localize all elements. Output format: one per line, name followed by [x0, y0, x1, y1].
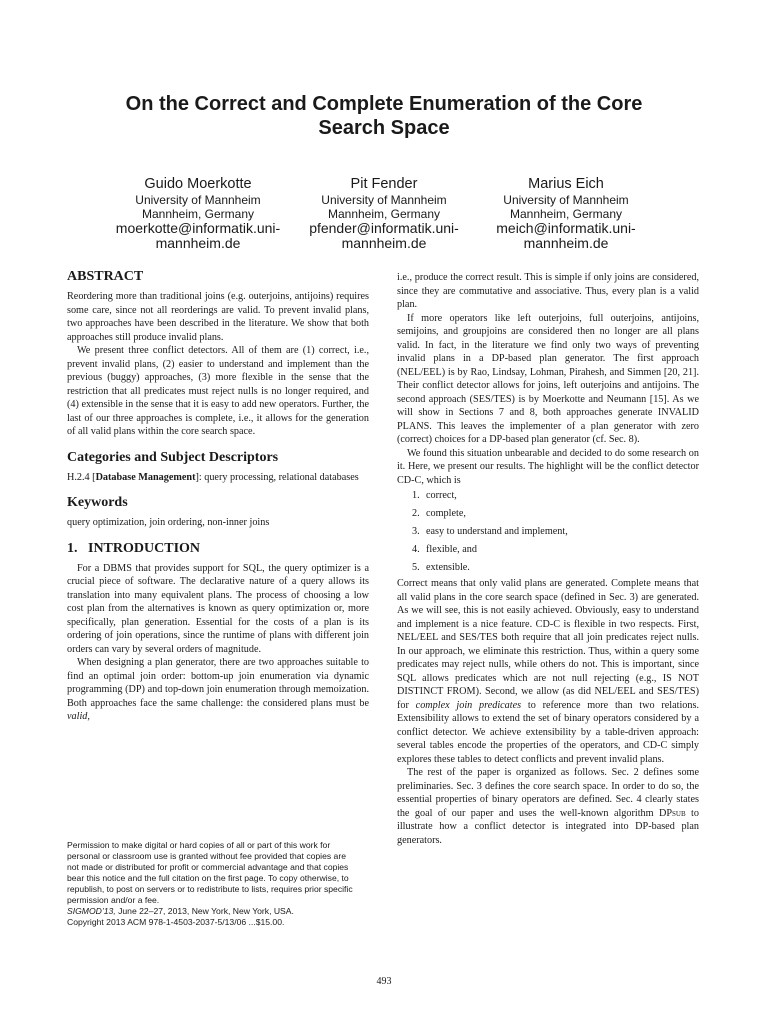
abstract-paragraph-1: Reordering more than traditional joins (e.g. outerjoins, antijoins) requires some care, since not all reorderings are valid. To prevent invalid plans, two approaches have been described in the literature. We show that both approaches still produce invalid plans.	[67, 291, 369, 343]
list-text: correct,	[426, 490, 457, 501]
list-item	[397, 523, 699, 541]
author-email-line-2: mannheim.de	[523, 235, 609, 251]
permission-notice	[67, 840, 357, 928]
right-paragraph-4-text-a: Correct means that only valid plans are generated. Complete means that all valid plans in the core search space (defined in Sec. 3) are generated. As we will see, this is not easily achieved. Obviously, easy to understand and implement is a nice feature. CD-C is flexible in two respects. First, NEL/EEL and SES/TES both require that all join predicates reject nulls. In our approach, we eliminate this restriction. Thus, within a query some predicates may reject nulls, while others do not. This is important, since SQL allows predicates which are not null rejecting (e.g., IS NOT DISTINCT FROM). Second, we allow (as did NEL/EEL and SES/TES) for	[397, 578, 699, 711]
author-email-line-2: mannheim.de	[155, 235, 241, 251]
keywords-heading: Keywords	[67, 495, 128, 510]
author-block-3	[468, 176, 664, 251]
right-paragraph-4-italic: complex join predicates	[415, 699, 522, 711]
author-affiliation: University of Mannheim	[135, 193, 261, 207]
list-item	[397, 541, 699, 559]
conference-line	[67, 906, 357, 917]
list-text: complete,	[426, 508, 466, 519]
left-column	[67, 268, 369, 838]
list-number: 5.	[412, 562, 420, 573]
author-location: Mannheim, Germany	[327, 207, 441, 221]
list-text: easy to understand and implement,	[426, 526, 568, 537]
author-email	[286, 221, 482, 251]
algorithm-name: DPsub	[658, 807, 686, 819]
author-email	[100, 221, 296, 251]
list-number: 4.	[412, 544, 420, 555]
conference-details: June 22–27, 2013, New York, New York, USA.	[115, 906, 294, 916]
page-number: 493	[376, 976, 392, 987]
intro-paragraph-1: For a DBMS that provides support for SQL, the query optimizer is a crucial piece of software. The declarative nature of a query allows its translation into many equivalent plans. The process of choosing a low cost plan from the alternatives is known as query optimization or, more specifically, plan generation. Essential for the costs of a plan is its ordering of join operations, since the runtime of plans with different join orders can vary by several orders of magnitude.	[67, 562, 369, 655]
intro-paragraph-2	[67, 656, 369, 724]
right-paragraph-5-text-b: to illustrate how a conflict detector is integrated into DP-based plan generators.	[397, 807, 699, 846]
right-paragraph-4	[397, 577, 699, 766]
author-email-line-1: moerkotte@informatik.uni-	[115, 220, 281, 236]
abstract-paragraph-2: We present three conflict detectors. All of them are (1) correct, i.e., prevent invalid plans, (2) easier to understand and implement than the previous (buggy) approaches, (3) more flexible in the sense that the restriction that all predicates must reject nulls is no longer required, and (4) extensible in the sense that it is easy to add new operators. Further, the last of our three approaches is complete, i.e., it allows for the generation of all valid plans within the core search space.	[67, 345, 369, 437]
author-block-1	[100, 176, 296, 251]
list-item	[397, 559, 699, 577]
author-name: Marius Eich	[528, 176, 604, 192]
right-paragraph-5	[397, 766, 699, 847]
categories-heading: Categories and Subject Descriptors	[67, 449, 279, 465]
abstract-heading: ABSTRACT	[67, 269, 144, 284]
highlight-list	[397, 487, 699, 577]
author-name: Pit Fender	[350, 176, 418, 192]
conference-name: SIGMOD’13,	[67, 906, 116, 916]
right-paragraph-3: We found this situation unbearable and decided to do some research on it. Here, we present our results. The highlight will be the conflict detector CD-C, which is	[397, 447, 699, 486]
author-affiliation: University of Mannheim	[503, 193, 629, 207]
list-number: 1.	[412, 490, 420, 501]
list-text: extensible.	[426, 562, 470, 573]
list-number: 3.	[412, 526, 420, 537]
right-paragraph-5-text-a: The rest of the paper is organized as follows. Sec. 2 defines some preliminaries. Sec. 3 defines the core search space. In order to do so, the essential properties of binary operators are defined. Sec. 4 clearly states the goal of our paper and uses the well-known algorithm	[397, 767, 699, 819]
author-email	[468, 221, 664, 251]
copyright-line: Copyright 2013 ACM 978-1-4503-2037-5/13/06 ...$15.00.	[67, 917, 285, 927]
intro-paragraph-2-text: When designing a plan generator, there are two approaches suitable to find an optimal join order: bottom-up join enumeration via dynamic programming (DP) and top-down join enumeration through memoization. Both approaches face the same challenge: the considered plans must be	[67, 657, 369, 709]
author-email-line-2: mannheim.de	[341, 235, 427, 251]
right-paragraph-1: i.e., produce the correct result. This is simple if only joins are considered, since they are commutative and associative. Thus, every plan is a valid plan.	[397, 272, 699, 310]
right-column	[397, 271, 699, 847]
categories-bold: Database Management	[95, 471, 196, 483]
right-paragraph-4-text-b: to reference more than two relations. Extensibility allows to extend the set of binary operators considered by a conflict detector. We achieve extensibility by a table-driven approach: several tables encode the properties of the operators, and CD-C simply explores these tables to detect conflicts and prevent invalid plans.	[397, 699, 699, 765]
list-text: flexible, and	[426, 544, 477, 555]
intro-heading: 1. INTRODUCTION	[67, 540, 201, 556]
keywords-text: query optimization, join ordering, non-inner joins	[67, 517, 270, 528]
author-block-2	[286, 176, 482, 251]
author-location: Mannheim, Germany	[141, 207, 255, 221]
intro-paragraph-2-italic: valid,	[67, 711, 90, 722]
categories-pre: H.2.4 [	[67, 471, 96, 483]
author-email-line-1: meich@informatik.uni-	[496, 220, 636, 236]
title-line-1: On the Correct and Complete Enumeration of the Core	[125, 93, 643, 115]
author-location: Mannheim, Germany	[509, 207, 623, 221]
right-paragraph-2: If more operators like left outerjoins, full outerjoins, antijoins, semijoins, and groupjoins are considered then no longer are all plans valid. In fact, in the literature we find only two ways of preventing invalid plans in a DP-based plan generator. The first approach (NEL/EEL) is by Rao, Lindsay, Lohman, Pirahesh, and Simmen [20, 21]. Their conflict detector allows for joins, left outerjoins and antijoins. The second approach (SES/TES) is by Moerkotte and Neumann [15]. As we will show in Sections 7 and 8, both approaches generate INVALID PLANS. This leaves the implementer of a plan generator with zero (correct) choices for a DP-based plan generator (cf. Sec. 8).	[397, 312, 699, 445]
categories-post: ]: query processing, relational databases	[195, 471, 359, 483]
categories-text	[67, 471, 369, 485]
list-item	[397, 505, 699, 523]
list-item	[397, 487, 699, 505]
author-name: Guido Moerkotte	[144, 176, 252, 192]
paper-title	[60, 92, 708, 140]
list-number: 2.	[412, 508, 420, 519]
author-email-line-1: pfender@informatik.uni-	[309, 220, 459, 236]
author-affiliation: University of Mannheim	[321, 193, 447, 207]
title-line-2: Search Space	[318, 117, 450, 139]
permission-text: Permission to make digital or hard copies of all or part of this work for personal or classroom use is granted without fee provided that copies are not made or distributed for profit or commercial advantage and that copies bear this notice and the full citation on the first page. To copy otherwise, to republish, to post on servers or to redistribute to lists, requires prior specific permission and/or a fee.	[67, 840, 353, 905]
